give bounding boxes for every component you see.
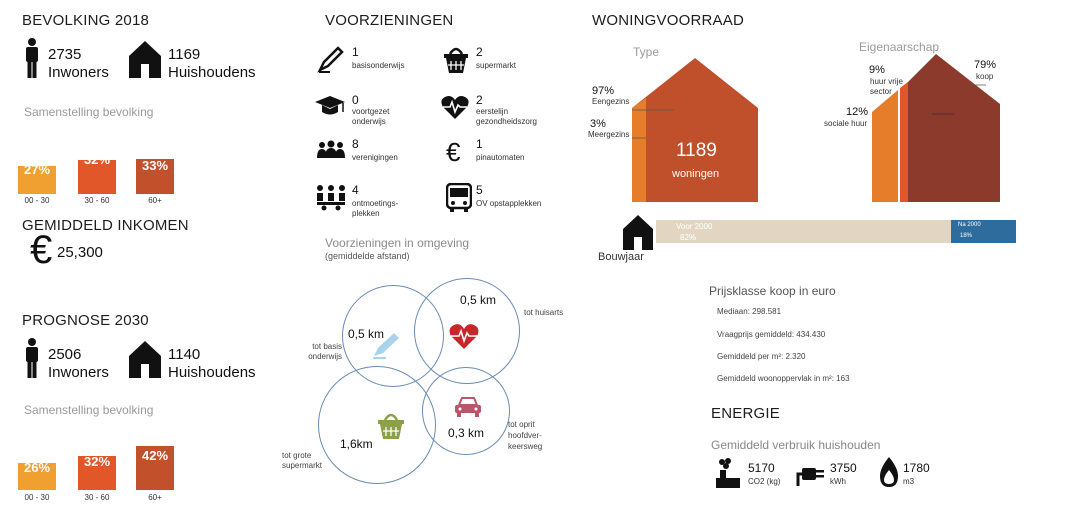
kwh-unit: kWh bbox=[830, 477, 846, 486]
inkomen-value: 25,300 bbox=[57, 244, 103, 261]
bar-label: 60+ bbox=[148, 493, 162, 502]
voor2000-label: Voor 2000 bbox=[676, 222, 713, 231]
co2-value: 5170 bbox=[748, 461, 775, 475]
verenigingen-count: 8 bbox=[352, 137, 359, 151]
person-icon bbox=[24, 38, 40, 78]
person-icon bbox=[24, 338, 40, 378]
basisonderwijs-count: 1 bbox=[352, 45, 359, 59]
bar-label: 00 - 30 bbox=[24, 493, 50, 502]
voortgezet-label: voortgezet bbox=[352, 107, 390, 116]
circle-label-oprit-3: keersweg bbox=[508, 442, 543, 451]
distance-basisonderwijs: 0,5 km bbox=[348, 327, 385, 341]
heart-pulse-icon bbox=[448, 322, 480, 350]
gezondheidszorg-label: eerstelijn bbox=[476, 107, 509, 116]
meergezins-label: Meergezins bbox=[588, 130, 630, 139]
circle-label-supermarkt: tot grote bbox=[282, 451, 312, 460]
ontmoetingsplekken-label: ontmoetings- bbox=[352, 199, 399, 208]
energie-title: ENERGIE bbox=[711, 405, 780, 422]
type-title: Type bbox=[633, 45, 660, 59]
bar-pct: 26% bbox=[23, 460, 51, 475]
voorzieningen-title: VOORZIENINGEN bbox=[325, 12, 454, 29]
circle-label-basis-2: onderwijs bbox=[308, 352, 342, 361]
ov-count: 5 bbox=[476, 183, 483, 197]
prognose-huishoudens-number: 1140 bbox=[168, 346, 201, 363]
inwoners-label: Inwoners bbox=[48, 64, 109, 81]
circle-label-oprit-2: hoofdver- bbox=[508, 431, 542, 440]
bar-pct: 27% bbox=[23, 162, 51, 177]
woningen-label: woningen bbox=[672, 168, 720, 180]
woningvoorraad-title: WONINGVOORRAAD bbox=[592, 12, 744, 29]
bar-pct: 32% bbox=[83, 152, 111, 167]
koop-pct: 79% bbox=[974, 59, 997, 71]
bar-label: 60+ bbox=[148, 196, 162, 205]
co2-unit: CO2 (kg) bbox=[748, 477, 781, 486]
meeting-icon bbox=[316, 184, 346, 212]
distance-supermarkt: 1,6km bbox=[340, 437, 373, 451]
verenigingen-label: verenigingen bbox=[352, 153, 398, 162]
mediaan: Mediaan: 298.581 bbox=[717, 307, 782, 316]
samenstelling-chart-2018 bbox=[18, 120, 178, 194]
samenstelling-title: Samenstelling bevolking bbox=[24, 105, 154, 119]
energie-subtitle: Gemiddeld verbruik huishouden bbox=[711, 438, 881, 452]
eengezins-pct: 97% bbox=[592, 85, 615, 97]
gas-value: 1780 bbox=[903, 461, 930, 475]
bar-pct: 42% bbox=[141, 448, 169, 463]
factory-co2-icon bbox=[714, 458, 742, 488]
distance-huisarts: 0,5 km bbox=[460, 293, 497, 307]
vraagprijs: Vraagprijs gemiddeld: 434.430 bbox=[717, 330, 826, 339]
samenstelling-chart-2030 bbox=[18, 416, 178, 490]
house-icon bbox=[622, 214, 654, 250]
prognose-title: PROGNOSE 2030 bbox=[22, 312, 149, 329]
huur-vrij-pct: 9% bbox=[869, 64, 885, 76]
sociale-pct: 12% bbox=[846, 106, 869, 118]
bus-icon bbox=[446, 183, 472, 213]
flame-icon bbox=[878, 456, 900, 488]
huur-vrij-label-2: sector bbox=[870, 87, 892, 96]
basket-icon bbox=[442, 44, 470, 74]
euro-icon: € bbox=[30, 228, 53, 272]
huur-vrij-label: huur vrije bbox=[870, 77, 903, 86]
bevolking-title: BEVOLKING 2018 bbox=[22, 12, 150, 29]
meergezins-pct: 3% bbox=[590, 118, 606, 130]
omgeving-title: Voorzieningen in omgeving bbox=[325, 236, 470, 250]
basket-icon bbox=[376, 410, 406, 440]
voortgezet-count: 0 bbox=[352, 93, 359, 107]
circle-label-oprit: tot oprit bbox=[508, 420, 535, 429]
bouwjaar-label: Bouwjaar bbox=[598, 251, 644, 263]
supermarkt-count: 2 bbox=[476, 45, 483, 59]
house-icon bbox=[128, 340, 162, 378]
bar-label: 30 - 60 bbox=[84, 493, 110, 502]
eengezins-label: Eengezins bbox=[592, 97, 630, 106]
ontmoetingsplekken-label-2: plekken bbox=[352, 209, 380, 218]
pinautomaten-count: 1 bbox=[476, 137, 483, 151]
gezondheidszorg-count: 2 bbox=[476, 93, 483, 107]
bar-pct: 33% bbox=[141, 158, 169, 173]
prijsklasse-title: Prijsklasse koop in euro bbox=[709, 284, 836, 298]
koop-label: koop bbox=[976, 72, 994, 81]
ov-label: OV opstapplekken bbox=[476, 199, 542, 208]
prognose-inwoners-label: Inwoners bbox=[48, 364, 109, 381]
na2000-pct: 18% bbox=[960, 233, 973, 239]
pencil-icon bbox=[316, 44, 346, 74]
eigenaarschap-title: Eigenaarschap bbox=[859, 40, 940, 54]
car-icon bbox=[454, 396, 482, 418]
prijs-per-m2: Gemiddeld per m²: 2.320 bbox=[717, 352, 806, 361]
woningen-number: 1189 bbox=[676, 140, 717, 161]
pinautomaten-label: pinautomaten bbox=[476, 153, 525, 162]
gezondheidszorg-label-2: gezondheidszorg bbox=[476, 117, 537, 126]
woonoppervlak: Gemiddeld woonoppervlak in m²: 163 bbox=[717, 374, 850, 383]
na2000-label: Na 2000 bbox=[958, 222, 981, 228]
graduation-cap-icon bbox=[314, 94, 346, 120]
group-icon bbox=[316, 140, 346, 160]
circle-label-supermarkt-2: supermarkt bbox=[282, 461, 323, 470]
huishoudens-number: 1169 bbox=[168, 46, 201, 63]
huishoudens-label: Huishoudens bbox=[168, 64, 256, 81]
distance-oprit: 0,3 km bbox=[448, 426, 485, 440]
inkomen-title: GEMIDDELD INKOMEN bbox=[22, 217, 189, 234]
voor2000-pct: 82% bbox=[680, 233, 697, 242]
supermarkt-label: supermarkt bbox=[476, 61, 517, 70]
omgeving-subtitle: (gemiddelde afstand) bbox=[325, 251, 410, 261]
prognose-huishoudens-label: Huishoudens bbox=[168, 364, 256, 381]
bar-label: 30 - 60 bbox=[84, 196, 110, 205]
bar-pct: 32% bbox=[83, 454, 111, 469]
circle-label-huisarts: tot huisarts bbox=[524, 308, 564, 317]
ontmoetingsplekken-count: 4 bbox=[352, 183, 359, 197]
gas-unit: m3 bbox=[903, 477, 915, 486]
euro-sign-icon: € bbox=[446, 137, 461, 167]
prognose-inwoners-number: 2506 bbox=[48, 346, 82, 363]
prognose-samenstelling-title: Samenstelling bevolking bbox=[24, 403, 154, 417]
basisonderwijs-label: basisonderwijs bbox=[352, 61, 405, 70]
circle-label-basis: tot basis bbox=[312, 342, 342, 351]
voortgezet-label-2: onderwijs bbox=[352, 117, 386, 126]
heart-pulse-icon bbox=[440, 94, 470, 120]
bouwjaar-bar bbox=[656, 220, 1016, 243]
kwh-value: 3750 bbox=[830, 461, 857, 475]
plug-icon bbox=[796, 462, 828, 486]
type-house-chart bbox=[632, 58, 758, 202]
house-icon bbox=[128, 40, 162, 78]
sociale-label: sociale huur bbox=[824, 119, 868, 128]
bar-label: 00 - 30 bbox=[24, 196, 50, 205]
inwoners-number: 2735 bbox=[48, 46, 82, 63]
